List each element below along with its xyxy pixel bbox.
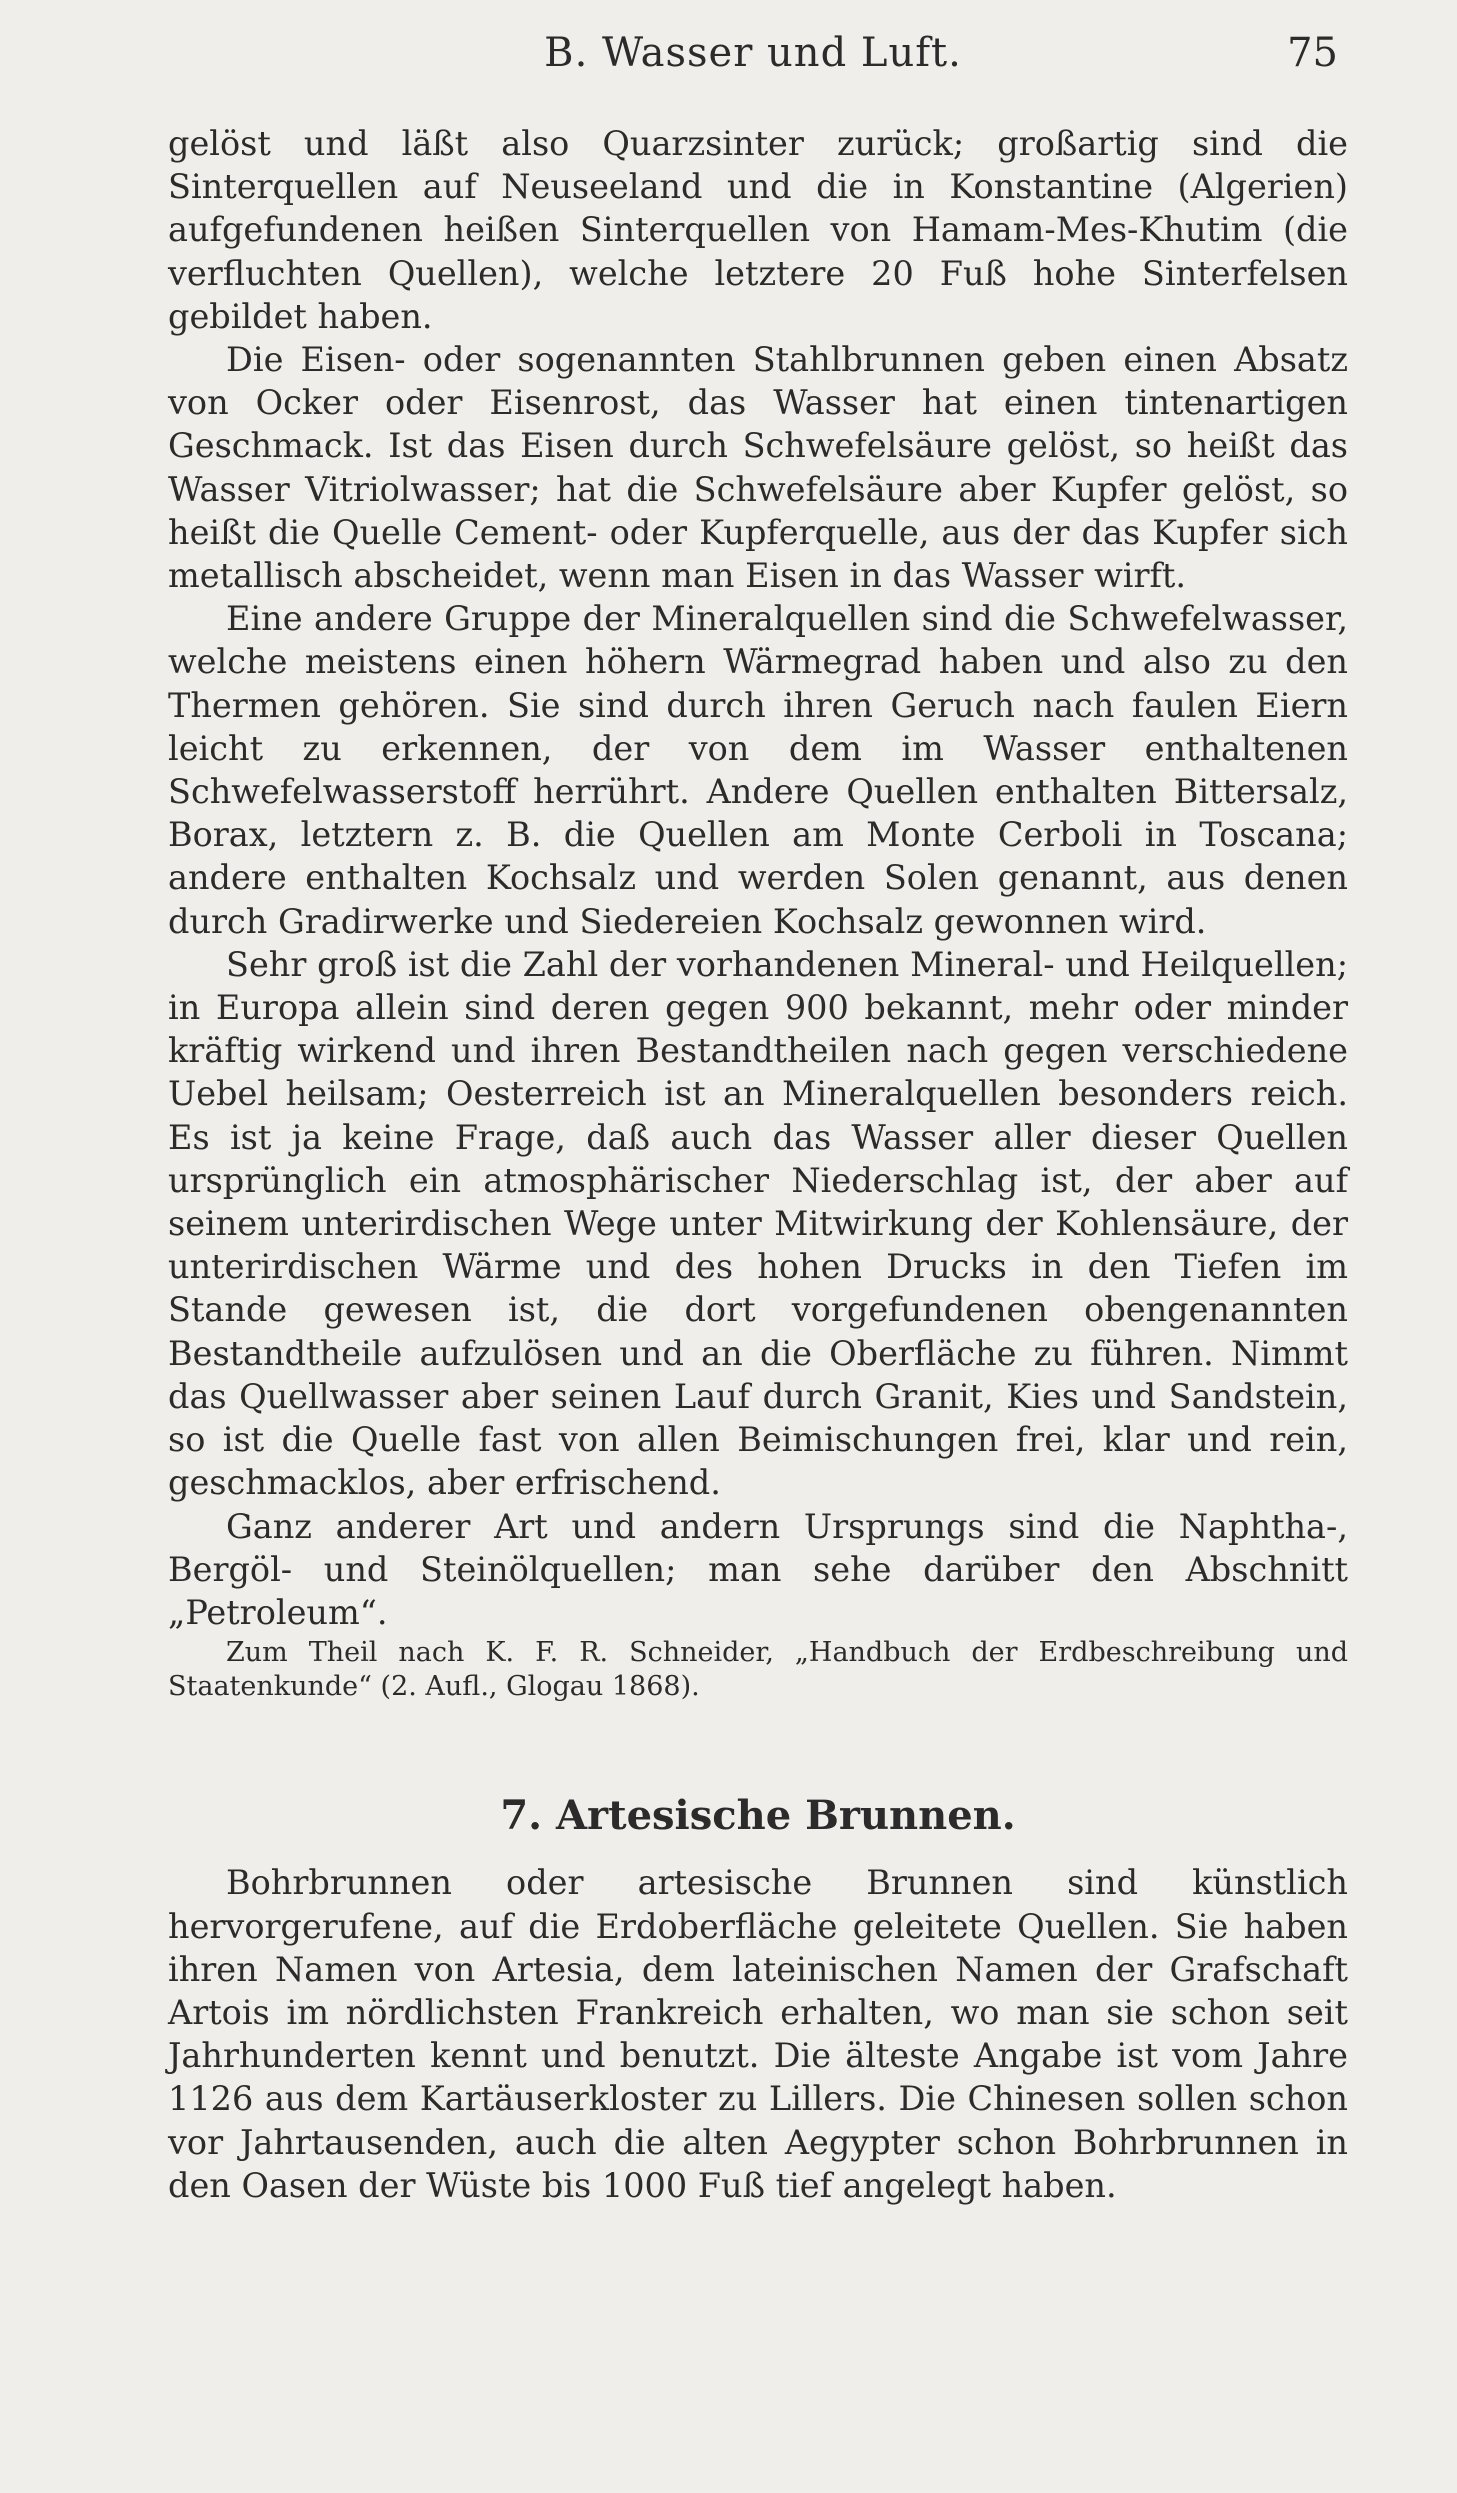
paragraph-eisenquellen: Die Eisen- oder sogenannten Stahlbrunnen geben einen Absatz von Ocker oder Eisenrost, das Wasser hat einen tintenartigen Geschmack. Ist das Eisen durch Schwefelsäure gelöst, so heißt das Wasser Vitriolwasser; hat die Schwefelsäure aber Kupfer gelöst, so heißt die Quelle Cement- oder Kupferquelle, aus der das Kupfer sich metallisch abscheidet, wenn man Eisen in das Wasser wirft.: [168, 340, 1348, 596]
running-header: [168, 30, 1338, 90]
section-heading: 7. Artesische Brunnen.: [500, 1792, 1016, 1840]
paragraph-mineralquellen: Sehr groß ist die Zahl der vorhandenen Mineral- und Heilquellen; in Europa allein sind deren gegen 900 bekannt, mehr oder minder kräftig wirkend und ihren Bestandtheilen nach gegen verschiedene Uebel heilsam; Oesterreich ist an Mineralquellen besonders reich. Es ist ja keine Frage, daß auch das Wasser aller dieser Quellen ursprünglich ein atmosphärischer Niederschlag ist, der aber auf seinem unterirdischen Wege unter Mitwirkung der Kohlensäure, der unterirdischen Wärme und des hohen Drucks in den Tiefen im Stande gewesen ist, die dort vorgefundenen obengenannten Bestandtheile aufzulösen und an die Oberfläche zu führen. Nimmt das Quellwasser aber seinen Lauf durch Granit, Kies und Sandstein, so ist die Quelle fast von allen Beimischungen frei, klar und rein, geschmacklos, aber erfrischend.: [168, 944, 1348, 1503]
paragraph-naphtha: Ganz anderer Art und andern Ursprungs sind die Naphtha-, Bergöl- und Steinölquellen; man sehe darüber den Abschnitt „Petroleum“.: [168, 1506, 1348, 1632]
page-header-title: B. Wasser und Luft.: [544, 30, 962, 76]
page-number: 75: [1287, 30, 1338, 76]
source-note: Zum Theil nach K. F. R. Schneider, „Handbuch der Erdbeschreibung und Staatenkunde“ (2. Aufl., Glogau 1868).: [168, 1637, 1348, 1703]
paragraph-artesische-brunnen: Bohrbrunnen oder artesische Brunnen sind künstlich hervorgerufene, auf die Erdoberfläche geleitete Quellen. Sie haben ihren Namen von Artesia, dem lateinischen Namen der Grafschaft Artois im nördlichsten Frankreich erhalten, wo man sie schon seit Jahrhunderten kennt und benutzt. Die älteste Angabe ist vom Jahre 1126 aus dem Kartäuserkloster zu Lillers. Die Chinesen sollen schon vor Jahrtausenden, auch die alten Aegypter schon Bohrbrunnen in den Oasen der Wüste bis 1000 Fuß tief angelegt haben.: [168, 1863, 1348, 2205]
paragraph-schwefelwasser: Eine andere Gruppe der Mineralquellen sind die Schwefelwasser, welche meistens einen höhern Wärmegrad haben und also zu den Thermen gehören. Sie sind durch ihren Geruch nach faulen Eiern leicht zu erkennen, der von dem im Wasser enthaltenen Schwefelwasserstoff herrührt. Andere Quellen enthalten Bittersalz, Borax, letztern z. B. die Quellen am Monte Cerboli in Toscana; andere enthalten Kochsalz und werden Solen genannt, aus denen durch Gradirwerke und Siedereien Kochsalz gewonnen wird.: [168, 599, 1348, 941]
body-text: [168, 122, 1348, 2207]
paragraph-sinter: gelöst und läßt also Quarzsinter zurück; großartig sind die Sinterquellen auf Neuseeland und die in Konstantine (Algerien) aufgefundenen heißen Sinterquellen von Hamam-Mes-Khutim (die verfluchten Quellen), welche letztere 20 Fuß hohe Sinterfelsen gebildet haben.: [168, 124, 1348, 336]
